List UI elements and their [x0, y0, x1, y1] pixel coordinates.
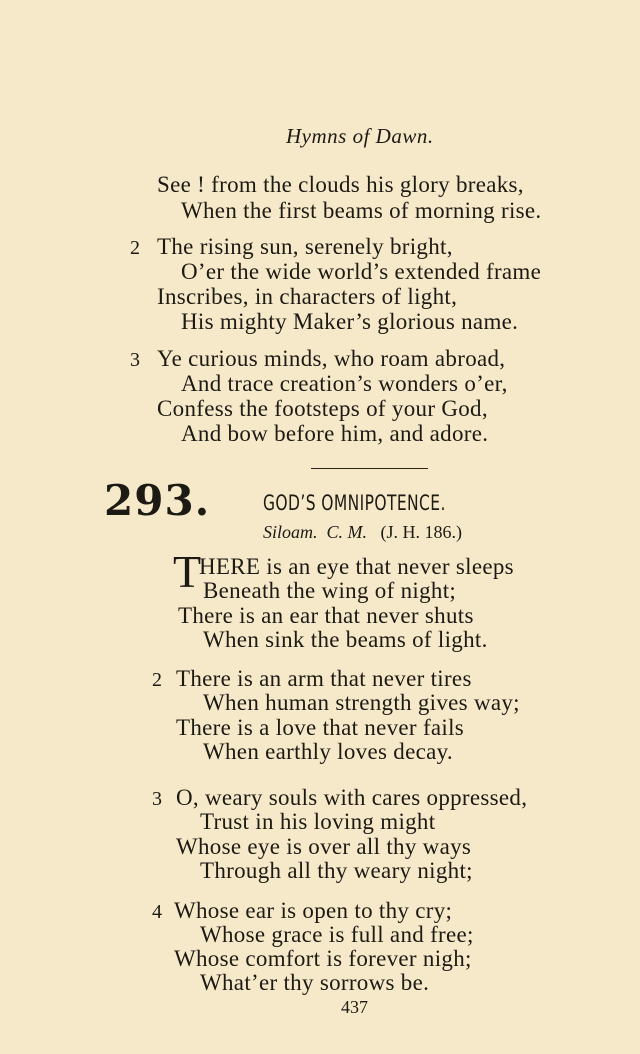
prev-hymn-line: The rising sun, serenely bright,: [157, 234, 453, 259]
hymn-line: There is an ear that never shuts: [178, 603, 474, 628]
stanza-number: 4: [152, 901, 162, 923]
page-number: 437: [341, 997, 368, 1017]
tune-reference: (J. H. 186.): [380, 522, 463, 542]
prev-hymn-line: His mighty Maker’s glorious name.: [181, 309, 519, 334]
prev-hymn-line: When the first beams of morning rise.: [181, 198, 542, 223]
stanza-number: 3: [130, 349, 140, 371]
hymn-title: GOD’S OMNIPOTENCE.: [263, 491, 446, 515]
hymn-line: HERE is an eye that never sleeps: [199, 554, 514, 579]
hymn-line: When human strength gives way;: [203, 690, 520, 715]
hymn-line: When sink the beams of light.: [203, 627, 488, 652]
stanza-number: 2: [152, 669, 162, 691]
prev-hymn-line: And bow before him, and adore.: [181, 421, 489, 446]
tune-name: Siloam.: [263, 522, 318, 542]
prev-hymn-line: Inscribes, in characters of light,: [157, 284, 458, 309]
hymn-line: Whose grace is full and free;: [200, 922, 474, 947]
hymn-line: Beneath the wing of night;: [203, 578, 457, 603]
drop-cap: T: [173, 546, 202, 597]
hymn-line: There is an arm that never tires: [176, 666, 472, 691]
stanza-number: 3: [152, 788, 162, 810]
hymn-number: 293.: [104, 476, 211, 525]
tune-meter: C. M.: [326, 522, 368, 542]
tune-info: [263, 522, 462, 543]
hymn-line: Whose eye is over all thy ways: [176, 834, 472, 859]
hymn-line: What’er thy sorrows be.: [200, 970, 430, 995]
prev-hymn-line: See ! from the clouds his glory breaks,: [157, 172, 524, 197]
hymn-line: Whose comfort is forever nigh;: [174, 946, 472, 971]
prev-hymn-line: And trace creation’s wonders o’er,: [181, 371, 508, 396]
section-divider: [311, 468, 428, 469]
hymn-line: Trust in his loving might: [200, 809, 436, 834]
stanza-number: 2: [130, 237, 140, 259]
running-header: Hymns of Dawn.: [286, 124, 434, 148]
hymn-line: There is a love that never fails: [176, 715, 465, 740]
hymn-line: Whose ear is open to thy cry;: [174, 898, 453, 923]
prev-hymn-line: O’er the wide world’s extended frame: [181, 259, 542, 284]
prev-hymn-line: Confess the footsteps of your God,: [157, 396, 488, 421]
prev-hymn-line: Ye curious minds, who roam abroad,: [157, 346, 506, 371]
hymn-line: Through all thy weary night;: [200, 858, 473, 883]
hymn-line: When earthly loves decay.: [203, 739, 453, 764]
hymn-line: O, weary souls with cares oppressed,: [176, 785, 528, 810]
